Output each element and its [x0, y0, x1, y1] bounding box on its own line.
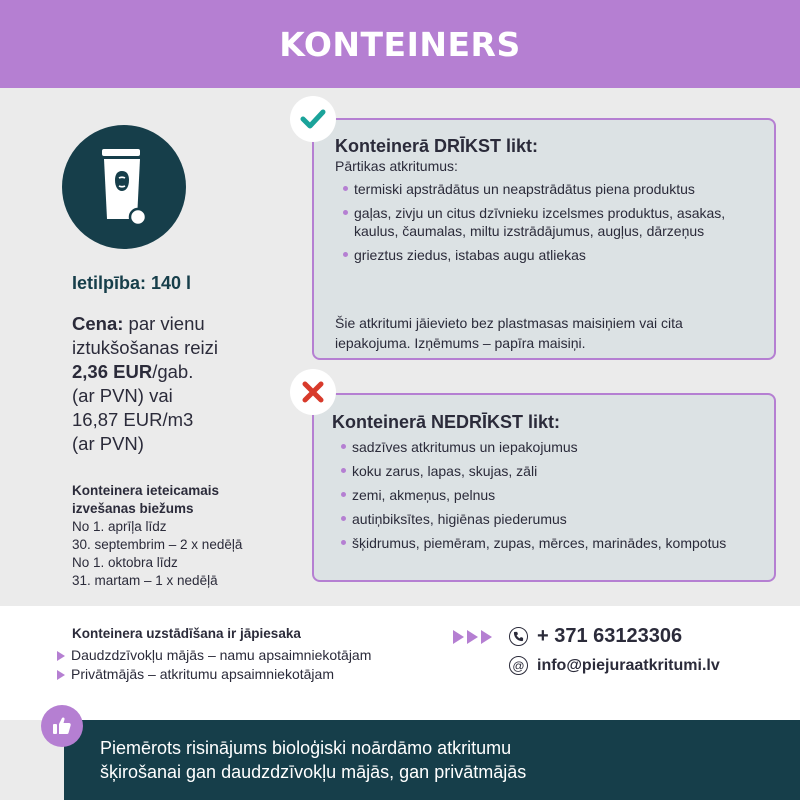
- forbidden-title: Konteinerā NEDRĪKST likt:: [332, 412, 561, 432]
- allowed-box: [312, 118, 776, 360]
- contact-title: Konteinera uzstādīšana ir jāpiesaka: [72, 626, 301, 641]
- contact-list: [57, 646, 371, 684]
- phone-number[interactable]: + 371 63123306: [537, 625, 683, 647]
- list-item: Privātmājās – atkritumu apsaimniekotājam: [57, 665, 371, 684]
- list-item: Daudzdzīvokļu mājās – namu apsaimniekotājam: [57, 646, 371, 665]
- allowed-title: Konteinerā DRĪKST likt:: [335, 136, 539, 156]
- price-amount1: 2,36 EUR: [72, 361, 153, 382]
- checkmark-icon: [290, 96, 336, 142]
- cross-icon: [290, 369, 336, 415]
- frequency-line: No 1. aprīļa līdz: [72, 519, 167, 534]
- allowed-intro: Pārtikas atkritumus:: [335, 158, 458, 174]
- frequency-line: 31. martam – 1 x nedēļā: [72, 573, 218, 588]
- price-vat2: (ar PVN): [72, 433, 144, 454]
- phone-icon: [509, 627, 528, 646]
- email-row[interactable]: [509, 656, 720, 675]
- list-item: koku zarus, lapas, skujas, zāli: [341, 462, 761, 480]
- price-vat1: (ar PVN) vai: [72, 385, 173, 406]
- footer-line1: Piemērots risinājums bioloģiski noārdāmo atkritumu: [100, 738, 512, 758]
- price-info: [72, 312, 292, 456]
- price-line2: iztukšošanas reizi: [72, 337, 219, 358]
- price-line1: par vienu: [123, 313, 205, 334]
- frequency-title-1: Konteinera ieteicamais: [72, 483, 220, 498]
- allowed-list: [343, 180, 763, 270]
- frequency-line: No 1. oktobra līdz: [72, 555, 178, 570]
- contact-section: [0, 606, 800, 720]
- frequency-line: 30. septembrim – 2 x nedēļā: [72, 537, 243, 552]
- phone-row[interactable]: [509, 625, 682, 648]
- forbidden-list: [341, 438, 761, 558]
- collection-frequency: [72, 482, 302, 590]
- list-item: termiski apstrādātus un neapstrādātus piena produktus: [343, 180, 763, 198]
- food-bin-icon: [62, 125, 186, 249]
- list-item: gaļas, zivju un citus dzīvnieku izcelsmes produktus, asakas, kaulus, čaumalas, miltu izstrādājumus, augļus, dārzeņus: [343, 204, 763, 240]
- footer-banner: [64, 720, 800, 800]
- frequency-title-2: izvešanas biežums: [72, 501, 194, 516]
- forbidden-box: [312, 393, 776, 582]
- allowed-note: Šie atkritumi jāievieto bez plastmasas maisiņiem vai cita iepakojuma. Izņēmums – papīra maisiņi.: [335, 315, 683, 351]
- list-item: šķidrumus, piemēram, zupas, mērces, marinādes, kompotus: [341, 534, 761, 552]
- price-unit1: /gab.: [152, 361, 194, 382]
- price-amount2: 16,87 EUR/m3: [72, 409, 194, 430]
- thumbs-up-icon: [41, 705, 83, 747]
- list-item: autiņbiksītes, higiēnas piederumus: [341, 510, 761, 528]
- arrows-icon: [453, 630, 492, 644]
- price-label: Cena:: [72, 313, 124, 334]
- header: [0, 0, 800, 88]
- list-item: zemi, akmeņus, pelnus: [341, 486, 761, 504]
- at-icon: @: [509, 656, 528, 675]
- page-title: KONTEINERS: [279, 24, 521, 64]
- footer-line2: šķirošanai gan daudzdzīvokļu mājās, gan privātmājās: [100, 762, 527, 782]
- list-item: sadzīves atkritumus un iepakojumus: [341, 438, 761, 456]
- capacity: Ietilpība: 140 l: [72, 273, 192, 293]
- email-link[interactable]: info@piejuraatkritumi.lv: [537, 656, 720, 674]
- list-item: grieztus ziedus, istabas augu atliekas: [343, 246, 763, 264]
- footer-text: [100, 736, 740, 784]
